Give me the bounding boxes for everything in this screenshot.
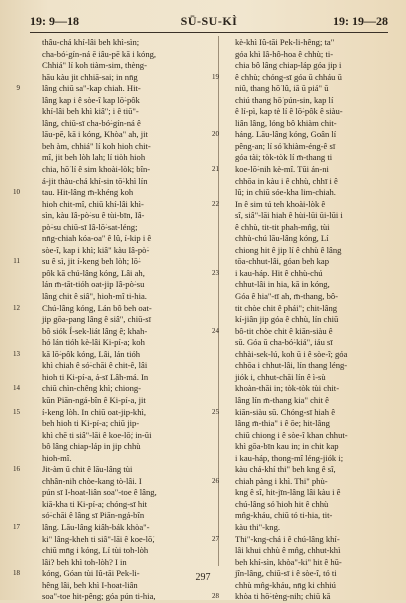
- text-line: [42, 106, 203, 118]
- line-text: cha-bó͘-gín-ná ē iâu-pē kā i kóng,: [42, 48, 157, 59]
- line-text: chiū chiong i ê sòe-î khan chhut-: [235, 429, 348, 440]
- text-line: [235, 441, 397, 453]
- text-line: [235, 430, 397, 442]
- line-text: chia bô lâng chiap-láp góa jip i: [235, 60, 342, 71]
- verse-number: 16: [13, 465, 20, 474]
- text-line: [235, 279, 397, 291]
- line-text: nn̄g-chiah kóa-oa" ê lû, í-kip i ê: [42, 233, 152, 244]
- text-line: [235, 464, 397, 476]
- line-text: jiók i, chhut-chāi lín ê ì-sù: [235, 371, 326, 382]
- text-line: [235, 141, 397, 153]
- line-text: hêng lâi, beh khì I-hoat-liân: [42, 579, 138, 590]
- line-text: mî, jit beh lòh lah; lí tiòh hioh: [42, 152, 146, 163]
- line-text: kng ê sî, hit-jīn-lâng lâi kàu i ê: [235, 487, 341, 498]
- line-text: chhōa in kàu i ê chhù, chhī i ê: [235, 175, 338, 186]
- text-line: [235, 187, 397, 199]
- line-text: sìn, kàu Iâ-pò͘-su ê tùi-bīn, Iâ-: [42, 210, 145, 221]
- line-text: In ê sim tú teh khoài-lòk ê: [235, 198, 326, 209]
- line-text: Thi"-kng-chá i ê chú-lâng khí-: [235, 533, 340, 544]
- verse-number: 13: [13, 349, 20, 358]
- line-text: pêng-an; lí só͘ khiàm-éng-ê sī: [235, 140, 336, 151]
- verse-number: 28: [212, 592, 219, 601]
- line-text: chiū mn̄g i kóng, Lí tùi toh-lòh: [42, 545, 149, 556]
- line-text: khì gōa-bīn kau in; in chit kap: [235, 441, 339, 452]
- text-line: [13, 348, 203, 361]
- line-text: lán m̄-tāt-tióh oat-jip Iâ-pò͘-su: [42, 279, 145, 290]
- text-line: [42, 314, 203, 326]
- text-line: [235, 522, 397, 534]
- text-line: [13, 187, 203, 199]
- verse-number: 10: [13, 188, 20, 197]
- line-text: su ê sì, jit í-keng beh lòh; lō͘-: [42, 256, 141, 267]
- text-line: [42, 418, 203, 430]
- text-line: [42, 326, 203, 338]
- text-line: [235, 106, 397, 118]
- text-line: [42, 510, 203, 522]
- text-line: [42, 95, 203, 107]
- line-text: sū. Góa ū cha-bó͘-kiá", iáu sī: [235, 337, 333, 348]
- verse-number: 9: [16, 84, 20, 93]
- text-line: [42, 129, 203, 141]
- line-text: góa tài; tòk-tòk lí m̄-thang ti: [235, 152, 333, 163]
- text-line: [42, 591, 203, 603]
- line-text: góa khì Iâ-hô-hoa ê chhù; ti-: [235, 48, 334, 59]
- line-text: kí-jiân jip góa ê chhù, lín chiū: [235, 314, 339, 325]
- text-line: [235, 37, 397, 49]
- text-line: [212, 325, 397, 338]
- line-text: jip gōa-pang lâng ê siâ", chiū-sī: [42, 314, 151, 325]
- text-line: [212, 533, 397, 546]
- text-line: [42, 453, 203, 465]
- text-line: [42, 395, 203, 407]
- line-text: lâng, chiū-sī cha-bó͘-gín-ná ê: [42, 117, 141, 128]
- text-line: [235, 453, 397, 465]
- text-line: [42, 118, 203, 130]
- line-text: chiong hit ê jip lí ê chhù ê lâng: [235, 244, 342, 255]
- text-line: [235, 510, 397, 522]
- header-book-title: SŪ-SU-KÌ: [180, 14, 238, 28]
- text-line: [235, 49, 397, 61]
- line-text: khòa ti hō͘-tèng-nih; chiū kā: [235, 591, 331, 602]
- text-line: [42, 199, 203, 211]
- line-text: hāu kàu jit chhiā-sai; in nn̄g: [42, 71, 138, 82]
- line-text: kè-khì Iû-tāi Pek-li-hêng; ta": [235, 37, 335, 47]
- text-line: [13, 406, 203, 419]
- line-text: lâi? beh khì toh-lòh? I in: [42, 556, 127, 567]
- verse-number: 23: [212, 268, 219, 277]
- text-line: [235, 372, 397, 384]
- line-text: chiū chìn-chêng khì; chiong-: [42, 383, 142, 394]
- text-line: [13, 464, 203, 476]
- running-header: [30, 14, 388, 30]
- line-text: á-jit thàu-chá khí-sin tō͘-khì lín: [42, 175, 148, 186]
- line-text: chiú thang hō͘ pún-sin, kap lí: [235, 94, 334, 105]
- line-text: ê chhù; chóng-sī góa ū chháu ū: [235, 71, 342, 82]
- line-text: hioh-mî.: [42, 452, 72, 463]
- text-line: [235, 60, 397, 72]
- line-text: chhù-chú lāu-lâng kóng, Lí: [235, 233, 329, 244]
- text-line: [235, 337, 397, 349]
- text-line: [235, 176, 397, 188]
- text-line: [42, 245, 203, 257]
- text-line: [212, 71, 397, 84]
- text-line: [235, 557, 397, 569]
- text-line: [42, 534, 203, 546]
- text-line: [235, 349, 397, 361]
- text-line: [235, 256, 397, 268]
- line-text: i kau-háp, thong-mî léng-jiók i;: [235, 452, 344, 463]
- line-text: tit chòe chit ê phái"; chit-lâng: [235, 302, 338, 313]
- line-text: liân lâng, lóng bô khiàm chit-: [235, 117, 337, 128]
- line-text: chiah pàng i khì. Thi" phù-: [235, 475, 328, 486]
- line-text: Jit-àm ū chit ê lāu-lâng tùi: [42, 464, 133, 475]
- text-line: [42, 487, 203, 499]
- text-line: [235, 245, 397, 257]
- line-text: khoàn-thāi in; tòk-tòk tùi chit-: [235, 383, 340, 394]
- text-line: [235, 222, 397, 234]
- text-line: [42, 441, 203, 453]
- line-text: bô-tit chòe chit ê kiān-siàu ê: [235, 325, 333, 336]
- text-line: [212, 406, 397, 419]
- text-line: [13, 256, 203, 268]
- text-line: [42, 430, 203, 442]
- verse-number: 24: [212, 326, 219, 335]
- line-text: kàu thi"-kng.: [235, 521, 281, 532]
- line-text: bô lâng chiap-láp in jip chhù: [42, 441, 141, 452]
- line-text: chia, hō͘ lí ê sim khoài-lòk; bîn-: [42, 164, 151, 175]
- line-text: lāu-pē, kā i kóng, Khòa" ah, jit: [42, 129, 148, 140]
- line-text: kiān-siàu sū. Chóng-sī hiah ê: [235, 406, 336, 417]
- text-line: [42, 337, 203, 349]
- line-text: lû; in chiū sóe-kha lim-chiah.: [235, 187, 336, 198]
- text-line: [235, 395, 397, 407]
- text-line: [235, 210, 397, 222]
- line-text: sî, siâ"-lāi hiah ê hùi-lūi ūi-lūi i: [235, 210, 343, 221]
- verse-number: 22: [212, 199, 219, 208]
- line-text: lâng. Lāu-lâng kiâh-bák khòa"-: [42, 521, 150, 532]
- line-text: kūn Piān-ngá-bîn ê Ki-pí-a, jit: [42, 394, 146, 405]
- text-line: [235, 233, 397, 245]
- line-text: beh hioh ti Ki-pí-a; chiū jip-: [42, 418, 140, 429]
- text-line: [42, 233, 203, 245]
- line-text: lâi khui chhù ê mn̂g, chhut-khì: [235, 545, 341, 556]
- text-line: [42, 279, 203, 291]
- text-line: [16, 83, 203, 95]
- text-line: [42, 72, 203, 84]
- verse-number: 25: [212, 407, 219, 416]
- line-text: pún sī I-hoat-liân soa"-toe ê lâng,: [42, 487, 157, 498]
- line-text: pò͘-su chiū-sī Iâ-lō͘-sat-léng;: [42, 221, 138, 232]
- line-text: chhù mn̂g-kháu, nn̄g ki chhiú: [235, 579, 336, 590]
- line-text: thâu-chá khí-lâi beh khì-sìn;: [42, 37, 140, 47]
- text-line: [235, 487, 397, 499]
- header-rule: [30, 32, 388, 33]
- text-line: [235, 360, 397, 372]
- line-text: mn̂g-kháu, chiū tó ti-hia, tit-: [235, 510, 333, 521]
- verse-number: 17: [13, 522, 20, 531]
- text-line: [42, 49, 203, 61]
- line-text: Chú-lâng kóng, Lán bô beh oat-: [42, 302, 152, 313]
- text-line: [42, 60, 203, 72]
- verse-number: 18: [13, 569, 20, 578]
- text-line: [212, 164, 397, 176]
- text-line: [42, 176, 203, 188]
- verse-number: 12: [13, 303, 20, 312]
- line-text: kiā-kha ti Ki-pí-a; chóng-sī hit: [42, 498, 148, 509]
- line-text: beh khí-sìn, khòa"-ki" hit ê hū-: [235, 556, 342, 567]
- text-line: [235, 152, 397, 164]
- line-text: ê chhù, tit-tit phah-mn̂g, tùi: [235, 221, 330, 232]
- line-text: lâng chiū sa"-kap chiah. Hit-: [42, 83, 141, 94]
- text-line: [235, 118, 397, 130]
- text-line: [42, 499, 203, 511]
- line-text: Chhiá" lí koh tiàm-sim, thèng-: [42, 60, 147, 71]
- text-line: [42, 37, 203, 49]
- text-line: [42, 141, 203, 153]
- right-column: [212, 37, 397, 603]
- verse-number: 27: [212, 534, 219, 543]
- line-text: hioh ti Ki-pí-a, á-sī Lâh-má. In: [42, 371, 149, 382]
- line-text: í-keng lòh. In chiū oat-jip-khì,: [42, 406, 147, 417]
- line-text: koe-lō͘-nih kè-mî. Tūi án-ni: [235, 164, 329, 175]
- line-text: hioh chit-mî, chiū khí-lâi khì-: [42, 198, 144, 209]
- text-line: [235, 418, 397, 430]
- text-line: [42, 268, 203, 280]
- text-line: [42, 291, 203, 303]
- line-text: kàu chá-khí thi" beh kng ê sî,: [235, 464, 336, 475]
- text-line: [42, 545, 203, 557]
- line-text: chhut-lâi in hia, kā in kóng,: [235, 279, 330, 290]
- text-line: [235, 303, 397, 315]
- line-text: beh àm, chhiá" lí koh hioh chit-: [42, 140, 151, 151]
- text-line: [212, 475, 397, 488]
- text-line: [235, 95, 397, 107]
- line-text: i kau-háp. Hit ê chhù-chú: [235, 267, 323, 278]
- line-text: lâng lín m̄-thang kia" chit ê: [235, 394, 329, 405]
- text-line: [235, 314, 397, 326]
- line-text: tōa-chhut-lâi, góan beh kap: [235, 256, 330, 267]
- line-text: lâng chit ê siâ", hioh-mî ti-hia.: [42, 291, 147, 302]
- text-line: [42, 360, 203, 372]
- text-line: [235, 83, 397, 95]
- text-line: [13, 383, 203, 395]
- line-text: bô siók Í-sek-liát lâng ê; khah-: [42, 325, 148, 336]
- text-line: [42, 372, 203, 384]
- text-line: [212, 267, 397, 280]
- text-line: [212, 129, 397, 141]
- line-text: khí-lâi beh khì kiâ"; i ê tiū"-: [42, 106, 139, 117]
- text-line: [235, 499, 397, 511]
- text-line: [235, 291, 397, 303]
- line-text: tau. Hit-lâng m̄-khéng koh: [42, 187, 134, 198]
- header-right-reference: 19: 19—28: [333, 14, 388, 28]
- line-text: só͘-chāi ê lâng sī Piān-ngá-bîn: [42, 510, 145, 521]
- verse-number: 19: [212, 72, 219, 81]
- line-text: khì chiah ê só͘-chāi ê chit-ê, lâi: [42, 360, 148, 371]
- line-text: chhài-sek-lú, koh ū i ê sòe-î; góa: [235, 348, 348, 359]
- text-line: [42, 164, 203, 176]
- text-line: [212, 198, 397, 211]
- text-line: [13, 302, 203, 315]
- verse-number: 20: [212, 130, 219, 139]
- text-line: [42, 222, 203, 234]
- line-text: ki" lâng-kheh ti siâ"-lāi ê koe-lō͘,: [42, 533, 155, 544]
- line-text: niû, thang hō͘ lû, iā ū piá" ū: [235, 83, 329, 94]
- line-text: háng. Lāu-lâng kóng, Goân lí: [235, 129, 337, 140]
- line-text: chhōa i chhut-lâi, lín thang léng-: [235, 360, 348, 371]
- text-line: [42, 152, 203, 164]
- line-text: Góa ê hia"-tī ah, m̄-thang, bô-: [235, 291, 339, 302]
- line-text: hó lán tióh kè-lâi Ki-pí-a; koh: [42, 337, 145, 348]
- line-text: jîn-lâng, chiū-sī i ê sòe-î, tó ti: [235, 568, 337, 579]
- verse-number: 26: [212, 476, 219, 485]
- text-line: [13, 521, 203, 534]
- text-line: [42, 210, 203, 222]
- page-number: 297: [195, 572, 211, 583]
- line-text: chhân-nih chòe-kang tò-lâi. I: [42, 475, 142, 486]
- line-text: ê lí-pì, kap tè lí ê lō͘-pôk ê siàu-: [235, 106, 343, 117]
- line-text: chú-lâng só͘ hioh hit ê chhù: [235, 498, 329, 509]
- text-line: [235, 545, 397, 557]
- text-line: [42, 557, 203, 569]
- verse-number: 21: [212, 165, 219, 174]
- text-line: [235, 383, 397, 395]
- left-column: [13, 37, 203, 603]
- line-text: lâng m̄-thia" i ê ōe; hit-lâng: [235, 418, 330, 429]
- line-text: kóng, Góan tùi Iû-tāi Pek-li-: [42, 568, 140, 579]
- text-line: [42, 476, 203, 488]
- line-text: sòe-î, kap i khì; kiâ" kàu Iâ-pò͘-: [42, 244, 150, 255]
- verse-number: 15: [13, 407, 20, 416]
- text-line: [212, 591, 397, 603]
- line-text: pôk kā chú-lâng kóng, Lâi ah,: [42, 267, 145, 278]
- header-left-reference: 19: 9—18: [30, 14, 79, 28]
- verse-number: 11: [13, 257, 20, 266]
- line-text: kā lō͘-pôk kóng, Lâi, lán tióh: [42, 348, 141, 359]
- line-text: soa"-toe hit-pêng; góa pún ti-hia,: [42, 591, 156, 602]
- line-text: lâng kap i ê sòe-î kap lō͘-pôk: [42, 94, 140, 105]
- verse-number: 14: [13, 384, 20, 393]
- line-text: khì chē ti siâ"-lāi ê koe-lō͘; in-ūi: [42, 429, 152, 440]
